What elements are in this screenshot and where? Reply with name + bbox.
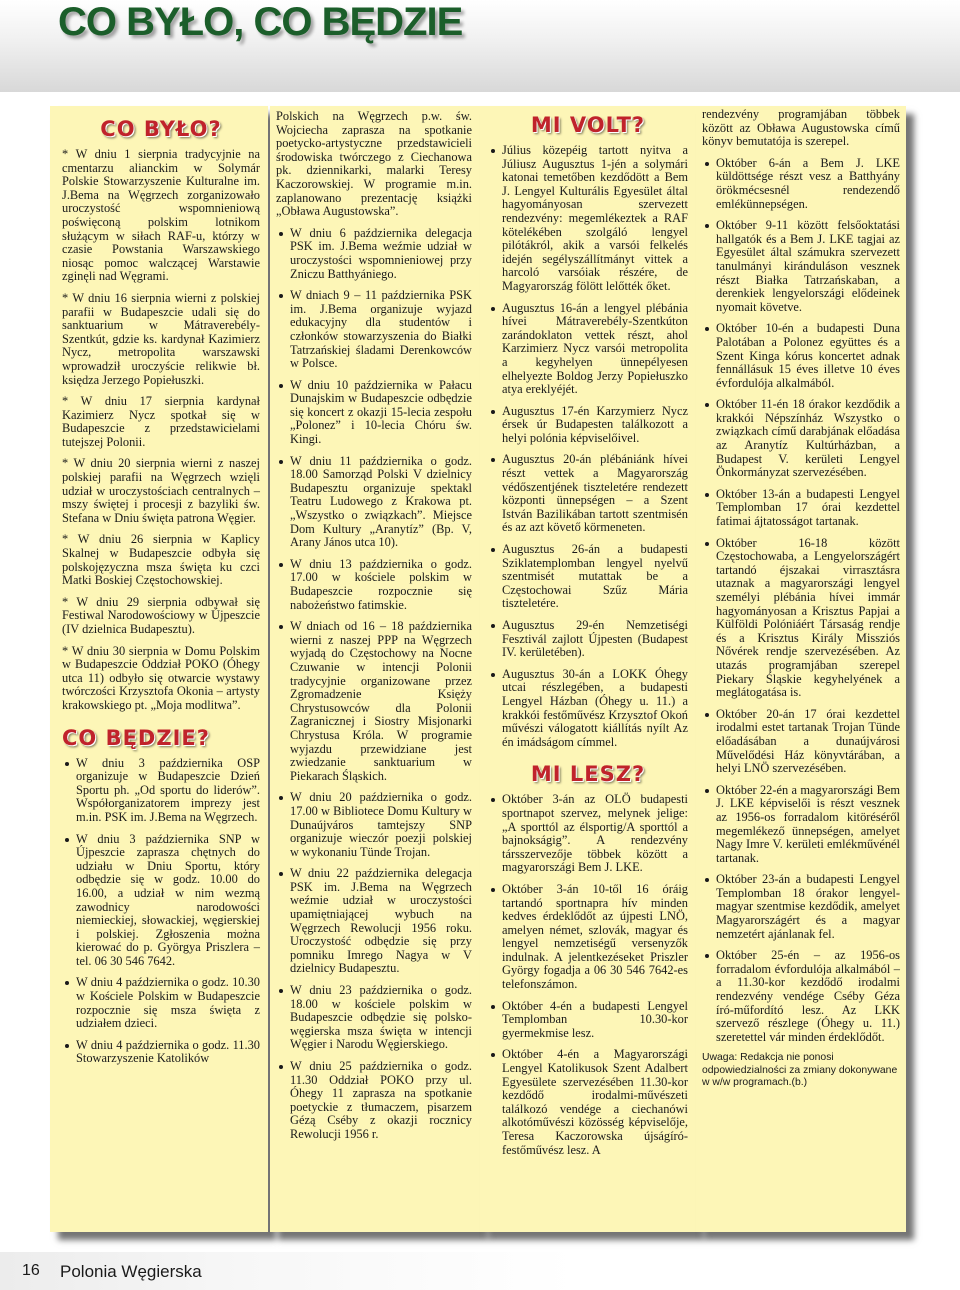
list-item: W dniu 4 października o godz. 10.30 w Kościele Polskim w Budapeszcie rozpocznie się msza święta z udziałem dzieci. <box>62 976 260 1030</box>
mi-volt-list <box>488 144 688 749</box>
editorial-note: Uwaga: Redakcja nie ponosi odpowiedzialności za zmiany dokonywane w w/w programach.(b.) <box>702 1052 898 1088</box>
list-item: * W dniu 30 sierpnia w Domu Polskim w Budapeszcie Oddział POKO (Óhegy utca 11) odbyło się otwarcie wystawy twórczości Krzysztofa Okonia – artysty krakowskiego pt. „Moja modlitwa”. <box>62 643 260 712</box>
list-item: Augusztus 16-án a lengyel plébánia hívei Mátraverebély-Szentkúton zarándoklaton vettek részt, ahol Karzimierz Nycz varsói metropolita a kegyhelyen ünnepélyesen elhelyezte Boldog Jerzy Popiełuszko atya ereklyéjét. <box>488 302 688 397</box>
list-item: W dniu 3 października OSP organizuje w Budapeszcie Dzień Sportu ph. „Od sportu do liderów”. Współorganizatorem imprezy jest m.in. PSK im. J.Bema na Węgrzech. <box>62 757 260 825</box>
column-2 <box>270 106 480 1232</box>
column-4-lead: rendezvény programjában többek között az Obława Augustowska című könyv bemutatója is szerepel. <box>702 107 900 149</box>
list-item: * W dniu 29 sierpnia odbywał się Festiwal Narodowościowy w Újpeszcie (IV dzielnica Budapesztu). <box>62 594 260 636</box>
list-item: * W dniu 16 sierpnia wierni z polskiej parafii w Budapeszcie udali się do sanktuarium w Mátraverebély-Szentkút, gdzie ks. kardynał Kazimierz Nycz, metropolita warszawski wprowadził uroczyście relikwie bł. księdza Jerzego Popiełuszki. <box>62 290 260 387</box>
list-item: W dniu 22 października delegacja PSK im. J.Bema na Węgrzech weźmie udział w uroczystości upamiętniającej wybuch na Węgrzech Rewolucji 1956 roku. Uroczystość odbędzie się przy pomniku Imrego Nagya w V dzielnicy Budapesztu. <box>276 867 472 976</box>
section-title-co-bylo: CO BYŁO? <box>100 117 222 141</box>
list-item: Október 3-án 10-től 16 óráig tartandó sportnapra hív minden kedves érdeklődőt az újpesti LNÖ, amelyen német, szlovák, magyar és lengyel nemzetiségű versenyzők indulnak. A jelentkezéseket Priszler György fogadja a 06 30 546 7642-es telefonszámon. <box>488 883 688 992</box>
list-item: W dniach 9 – 11 października PSK im. J.Bema organizuje wyjazd edukacyjny dla studentów i członków stowarzyszenia do Białki Tatrzańskiej śladami Derenkowców w Polsce. <box>276 289 472 371</box>
list-item: * W dniu 1 sierpnia tradycyjnie na cmentarzu alianckim w Solymár Polskie Stowarzyszenie Kulturalne im. J.Bema na Węgrzech zorganizowało uroczystość wspomnieniową poświęconą polskim lotnikom służącym w siłach RAF-u, którzy w czasie Powstania Warszawskiego niosąc pomoc walczącej Warstawie zginęli nad Węgrami. <box>62 147 260 284</box>
list-item: Október 16-18 között Częstochowaba, a Lengyelországért tartandó éjszakai virrasztásra utaznak a magyarországi lengyel személyi plébánia hívei immár hagyományosan a Krisztus Papjai a Külföldi Polóniáért Társaság rendje és a Krisztus Király Missziós Nővérek rendje szervezésében. Az utazás programjában szerepel Piekary Śląskie kegyhelyének a meglátogatása is. <box>702 537 900 700</box>
list-item: Augusztus 26-án a budapesti Sziklatemplomban lengyel nyelvű szentmisét mutattak be a Częstochowai Szűz Mária tiszteletére. <box>488 543 688 611</box>
mi-lesz-list <box>488 793 688 1157</box>
page-title: CO BYŁO, CO BĘDZIE <box>58 0 463 44</box>
list-item: Augusztus 20-án plébániánk hívei részt vettek a Magyarország védőszentjének tiszteletére rendezett központi ünnepségen – a Szent István Bazilikában tartott szentmisén és az azt követő körmeneten. <box>488 453 688 535</box>
list-item: * W dniu 17 sierpnia kardynał Kazimierz Nycz spotkał się w Budapeszcie z przedstawicielami tutejszej Polonii. <box>62 394 260 449</box>
list-item: W dniu 6 października delegacja PSK im. J.Bema weźmie udział w uroczystości wspomnieniowej przy Zniczu Batthyániego. <box>276 227 472 281</box>
list-item: Október 4-én a budapesti Lengyel Templomban 10.30-kor gyermekmise lesz. <box>488 1000 688 1041</box>
list-item: * W dniu 26 sierpnia w Kaplicy Skalnej w Budapeszcie odbyła się polskojęzyczna msza święta ku czci Matki Boskiej Częstochowskiej. <box>62 532 260 588</box>
section-title-mi-lesz: MI LESZ? <box>530 762 646 787</box>
list-item: Augusztus 30-án a LOKK Óhegy utcai részlegében, a budapesti Lengyel Házban (Óhegy u. 11.) a krakkói festőművész Krzysztof Okoń művészi válogatott kiállítás nyílt Az én imádságom címmel. <box>488 668 688 750</box>
column-2-lead: Polskich na Węgrzech p.w. św. Wojciecha zaprasza na spotkanie poetycko-artystyczne przedstawicieli środowiska twórczego z Ciechanowa pk. dziennikarki, malarki Teresy Kaczorowskiej. W programie m.in. zaplanowano prezentację książki „Obława Augustowska”. <box>276 109 472 219</box>
list-item: Október 11-én 18 órakor kezdődik a krakkói Népszínház Wszystko o związkach című darabjának előadása az Aranytíz Kultúrházban, a Budapest V. kerületi Lengyel Önkormányzat szervezésében. <box>702 398 900 480</box>
list-item: Október 3-án az OLÖ budapesti sportnapot szervez, melynek jelige: „A sporttól az élsportig/A sporttól a bajnokságig”. A rendezvény társszervezője többek között a magyarországi Bem J. LKE. <box>488 793 688 875</box>
list-item: Október 9-11 között felsőoktatási hallgatók és a Bem J. LKE tagjai az Egyesület által számukra szervezett tanulmányi kiránduláson vesznek részt Białka Tatrzańskaban, a derenkiek lengyelországi elődeinek nyomait követve. <box>702 219 900 314</box>
co-bylo-list <box>62 148 260 713</box>
list-item: Augusztus 29-én Nemzetiségi Fesztivál zajlott Újpesten (Budapest IV. kerületében). <box>488 619 688 660</box>
magazine-name: Polonia Węgierska <box>60 1262 202 1281</box>
list-item: Július közepéig tartott nyitva a Júliusz Augusztus 1-jén a solymári katonai temetőben kezdődött a Bem J. Lengyel Kulturális Egyesület által hagyományosan szervezett rendezvény: megemlékeztek a RAF kötelékében szolgáló lengyel pilótákról, akik a varsói felkelés idején segélyszállítmányt vittek a harcoló varsóiak részére, de Magyarország fölött lelőtték őket. <box>488 144 688 294</box>
list-item: Október 22-én a magyarországi Bem J. LKE képviselői is részt vesznek az 1956-os forradalom kitöréséről megemlékező ünnepségen, amelyet Nagy Imre V. kerületi emlékművénél tartanak. <box>702 784 900 866</box>
page-number: 16 <box>22 1262 40 1279</box>
section-title-mi-volt: MI VOLT? <box>530 113 646 137</box>
list-item: * W dniu 20 sierpnia wierni z naszej polskiej parafii na Węgrzech wzięli udział w uroczystościach centralnych – mszy świętej i procesji z bazyliki św. Stefana w Dniu święta patrona Węgier. <box>62 456 260 525</box>
list-item: Október 13-án a budapesti Lengyel Templomban 17 órai kezdettel fatimai ájtatosságot tartanak. <box>702 488 900 529</box>
list-item: W dniu 13 października o godz. 17.00 w kościele polskim w Budapeszcie rozpocznie się nabożeństwo fatimskie. <box>276 558 472 612</box>
list-item: W dniu 10 października w Pałacu Dunajskim w Budapeszcie odbędzie się koncert z okazji 15-lecia zespołu „Polonez” i 10-lecia Chóru św. Kingi. <box>276 379 472 447</box>
list-item: Október 4-én a Magyarországi Lengyel Katolikusok Szent Adalbert Egyesülete szervezésében 11.30-kor kezdődő irodalmi-művészeti találkozó vendége a ciechanówi alkotóművészi közösség képviselője, Teresa Kaczorowska újságíró-festőművész lesz. A <box>488 1048 688 1157</box>
column-2-list <box>276 227 472 1142</box>
list-item: Augusztus 17-én Karzymierz Nycz érsek úr Budapesten találkozott a helyi polónia képviselőivel. <box>488 405 688 446</box>
list-item: Október 6-án a Bem J. LKE küldöttsége részt vesz a Batthyány örökmécsesnél rendezendő emlékünnepségen. <box>702 157 900 211</box>
column-1 <box>50 106 268 1232</box>
list-item: Október 23-án a budapesti Lengyel Templomban 18 órakor lengyel-magyar szentmise kezdődik, amelyet Magyarországért és a magyar nemzetért ajánlanak fel. <box>702 873 900 941</box>
list-item: Október 10-én a budapesti Duna Palotában a Polonez együttes és a Szent Kinga kórus koncertet adnak fennállásuk 15 éves illetve 10 éves évfordulója alkalmából. <box>702 322 900 390</box>
section-title-co-bedzie: CO BĘDZIE? <box>62 725 210 750</box>
list-item: Október 25-én – az 1956-os forradalom évfordulója alkalmából – a 11.30-kor kezdődő irodalmi rendezvény vendége Cséby Géza író-műfordító lesz. Az LKK szervező részlege (Óhegy u. 11.) szeretettel vár minden érdeklődőt. <box>702 949 900 1044</box>
list-item: Október 20-án 17 órai kezdettel irodalmi estet tartanak Trojan Tünde előadásában a dunaújvárosi Művelődési Ház könyvtárában, a helyi LNÖ szervezésében. <box>702 708 900 776</box>
list-item: W dniu 11 października o godz. 18.00 Samorząd Polski V dzielnicy Budapesztu organizuje spektakl Teatru Ludowego z Krakowa pt. „Wszystko o związkach”. Miejsce Dom Kultury „Aranytíz” (Bp. V, Arany János utca 10). <box>276 455 472 550</box>
list-item: W dniu 25 października o godz. 11.30 Oddział POKO przy ul. Óhegy 11 zaprasza na spotkanie poetyckie z tłumaczem, pisarzem Gézą Cséby z okazji rocznicy Rewolucji 1956 r. <box>276 1060 472 1142</box>
list-item: W dniu 23 października o godz. 18.00 w kościele polskim w Budapeszcie odbędzie się polsko-węgierska msza święta w intencji Węgier i Narodu Węgierskiego. <box>276 984 472 1052</box>
column-3 <box>480 106 696 1232</box>
list-item: W dniach od 16 – 18 października wierni z naszej PPP na Węgrzech wyjadą do Częstochowy na Nocne Czuwanie w intencji Polonii tradycyjnie organizowane przez Zgromadzenie Księży Chrystusowców dla Polonii Zagranicznej i Siostry Misjonarki Chrystusa Króla. W programie wyjazdu przewidziane jest zwiedzanie sanktuarium w Piekarach Śląskich. <box>276 620 472 783</box>
co-bedzie-list <box>62 757 260 1066</box>
list-item: W dniu 4 października o godz. 11.30 Stowarzyszenie Katolików <box>62 1039 260 1066</box>
column-4-list <box>702 157 900 1045</box>
column-4 <box>696 106 906 1232</box>
list-item: W dniu 3 października SNP w Újpeszcie zaprasza chętnych do udziału w Dniu Sportu, który odbędzie się w godz. 10.00 do 16.00, a udział w nim wezmą zawodnicy narodowości niemieckiej, słowackiej, węgierskiej i polskiej. Zgłoszenia można kierować do p. Györgya Priszlera – tel. 06 30 546 7642. <box>62 833 260 969</box>
list-item: W dniu 20 października o godz. 17.00 w Bibliotece Domu Kultury w Dunaújváros tamtejszy SNP organizuje wieczór poezji polskiej w wykonaniu Tünde Trojan. <box>276 791 472 859</box>
